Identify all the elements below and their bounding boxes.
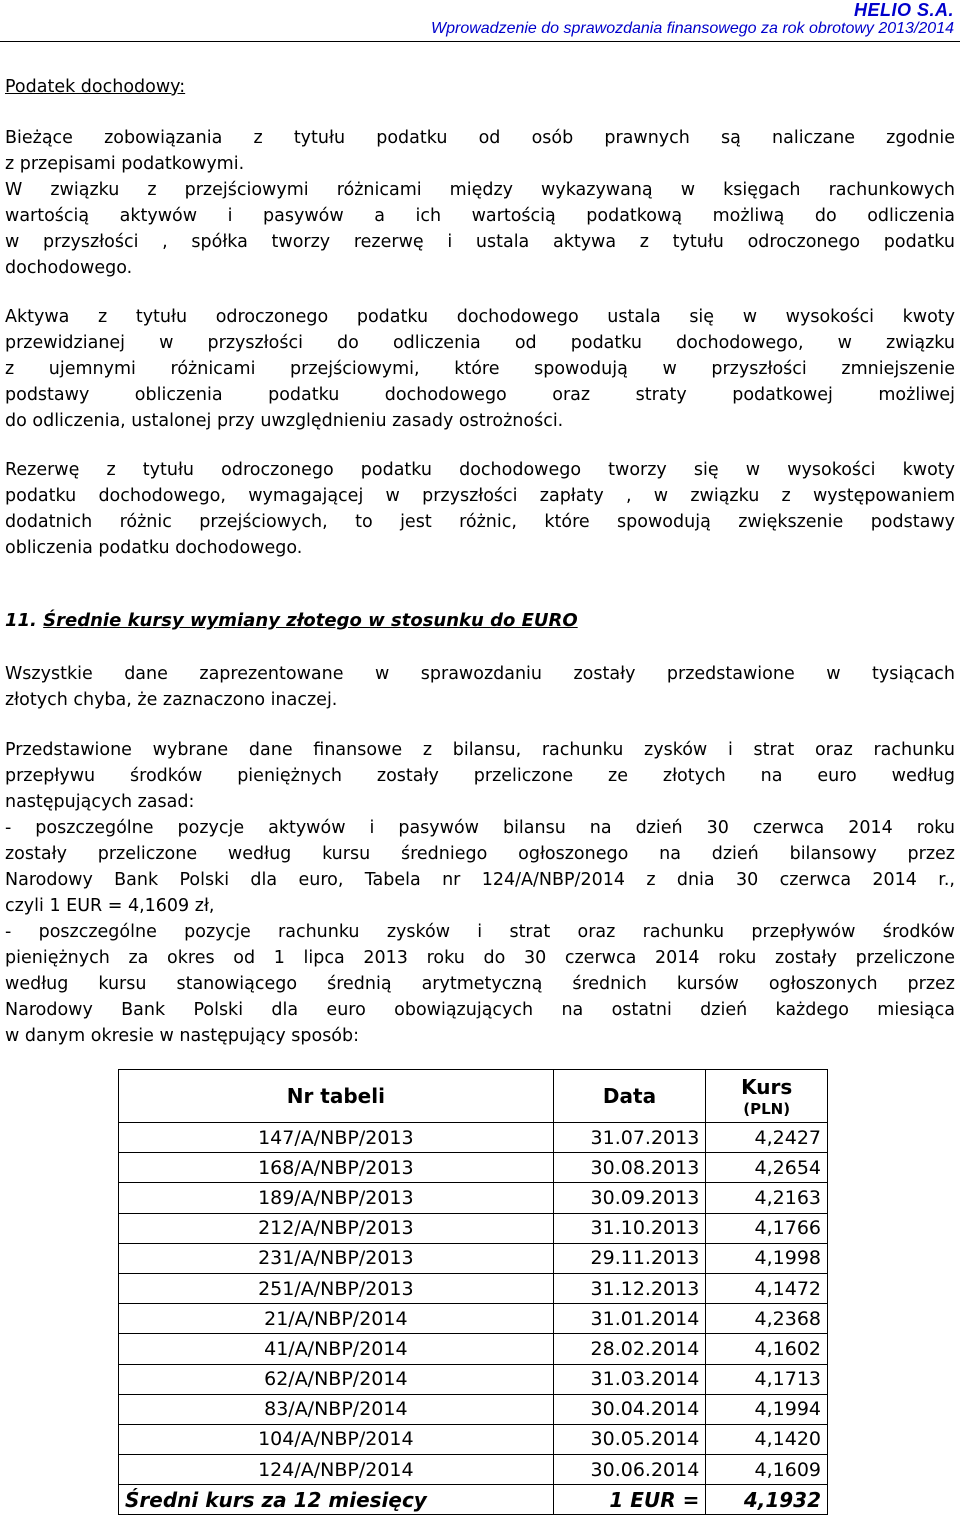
cell-table-no: 21/A/NBP/2014 bbox=[119, 1304, 554, 1334]
income-tax-heading: Podatek dochodowy: bbox=[5, 77, 186, 97]
table-row bbox=[119, 1364, 828, 1394]
cell-rate: 4,1609 bbox=[706, 1455, 828, 1485]
col-header-table-no: Nr tabeli bbox=[119, 1070, 554, 1123]
cell-rate: 4,1472 bbox=[706, 1273, 828, 1303]
paragraph-line: w danym okresie w następujący sposób: bbox=[5, 1026, 360, 1046]
section-11-number: 11. bbox=[5, 610, 37, 631]
paragraph-line: Aktywa z tytułu odroczonego podatku dochodowego ustala się w wysokości kwoty bbox=[5, 307, 955, 327]
cell-rate: 4,2654 bbox=[706, 1153, 828, 1183]
table-row bbox=[119, 1304, 828, 1334]
table-row bbox=[119, 1153, 828, 1183]
income-tax-paragraph-2 bbox=[5, 304, 955, 434]
cell-date: 30.06.2014 bbox=[553, 1455, 706, 1485]
table-row bbox=[119, 1123, 828, 1153]
cell-table-no: 124/A/NBP/2014 bbox=[119, 1455, 554, 1485]
table-header-row bbox=[119, 1070, 828, 1123]
paragraph-line: obliczenia podatku dochodowego. bbox=[5, 538, 303, 558]
cell-rate: 4,1994 bbox=[706, 1394, 828, 1424]
section-11-title-text: Średnie kursy wymiany złotego w stosunku do EURO bbox=[43, 610, 578, 631]
paragraph-line: czyli 1 EUR = 4,1609 zł, bbox=[5, 896, 215, 916]
table-row bbox=[119, 1394, 828, 1424]
cell-date: 31.03.2014 bbox=[553, 1364, 706, 1394]
table-row bbox=[119, 1183, 828, 1213]
section-11-title bbox=[5, 608, 578, 634]
paragraph-line: do odliczenia, ustalonej przy uwzględnieniu zasady ostrożności. bbox=[5, 411, 564, 431]
cell-table-no: 231/A/NBP/2013 bbox=[119, 1243, 554, 1273]
cell-table-no: 251/A/NBP/2013 bbox=[119, 1273, 554, 1303]
cell-rate: 4,1998 bbox=[706, 1243, 828, 1273]
col-header-rate bbox=[706, 1070, 828, 1123]
table-row bbox=[119, 1455, 828, 1485]
table-row bbox=[119, 1273, 828, 1303]
paragraph-line: Rezerwę z tytułu odroczonego podatku dochodowego tworzy się w wysokości kwoty bbox=[5, 460, 955, 480]
cell-date: 31.10.2013 bbox=[553, 1213, 706, 1243]
cell-date: 30.08.2013 bbox=[553, 1153, 706, 1183]
cell-table-no: 168/A/NBP/2013 bbox=[119, 1153, 554, 1183]
paragraph-line: z ujemnymi różnicami przejściowymi, które spowodują w przyszłości zmniejszenie bbox=[5, 359, 955, 379]
paragraph-line: następujących zasad: bbox=[5, 792, 195, 812]
cell-date: 28.02.2014 bbox=[553, 1334, 706, 1364]
paragraph-line: według kursu stanowiącego średnią arytmetyczną średnich kursów ogłoszonych przez bbox=[5, 974, 955, 994]
cell-table-no: 212/A/NBP/2013 bbox=[119, 1213, 554, 1243]
cell-date: 30.04.2014 bbox=[553, 1394, 706, 1424]
cell-rate: 4,1602 bbox=[706, 1334, 828, 1364]
cell-rate: 4,2163 bbox=[706, 1183, 828, 1213]
col-header-rate-unit: (PLN) bbox=[743, 1100, 791, 1118]
paragraph-line: pieniężnych za okres od 1 lipca 2013 roku do 30 czerwca 2014 roku zostały przeliczone bbox=[5, 948, 955, 968]
summary-label: Średni kurs za 12 miesięcy bbox=[119, 1485, 554, 1515]
paragraph-line: zostały przeliczone według kursu średniego ogłoszonego na dzień bilansowy przez bbox=[5, 844, 955, 864]
table-row bbox=[119, 1243, 828, 1273]
document-subtitle: Wprowadzenie do sprawozdania finansowego za rok obrotowy 2013/2014 bbox=[431, 20, 954, 37]
paragraph-line: wartością aktywów i pasywów a ich wartością podatkową możliwą do odliczenia bbox=[5, 206, 955, 226]
paragraph-line: z przepisami podatkowymi. bbox=[5, 154, 245, 174]
summary-row bbox=[119, 1485, 828, 1515]
paragraph-line: - poszczególne pozycje rachunku zysków i strat oraz rachunku przepływów środków bbox=[5, 922, 955, 942]
cell-rate: 4,1420 bbox=[706, 1424, 828, 1454]
cell-date: 30.05.2014 bbox=[553, 1424, 706, 1454]
cell-table-no: 83/A/NBP/2014 bbox=[119, 1394, 554, 1424]
paragraph-line: W związku z przejściowymi różnicami między wykazywaną w księgach rachunkowych bbox=[5, 180, 955, 200]
cell-date: 31.07.2013 bbox=[553, 1123, 706, 1153]
col-header-rate-label: Kurs bbox=[741, 1075, 793, 1099]
paragraph-line: przepływu środków pieniężnych zostały przeliczone ze złotych na euro według bbox=[5, 766, 955, 786]
paragraph-line: Bieżące zobowiązania z tytułu podatku od osób prawnych są naliczane zgodnie bbox=[5, 128, 955, 148]
summary-rate: 4,1932 bbox=[706, 1485, 828, 1515]
paragraph-line: podatku dochodowego, wymagającej w przyszłości zapłaty , w związku z występowaniem bbox=[5, 486, 955, 506]
cell-date: 30.09.2013 bbox=[553, 1183, 706, 1213]
cell-table-no: 147/A/NBP/2013 bbox=[119, 1123, 554, 1153]
paragraph-line: podstawy obliczenia podatku dochodowego oraz straty podatkowej możliwej bbox=[5, 385, 955, 405]
cell-date: 31.12.2013 bbox=[553, 1273, 706, 1303]
cell-table-no: 41/A/NBP/2014 bbox=[119, 1334, 554, 1364]
income-tax-paragraph-1 bbox=[5, 125, 955, 281]
cell-rate: 4,1713 bbox=[706, 1364, 828, 1394]
cell-date: 29.11.2013 bbox=[553, 1243, 706, 1273]
cell-rate: 4,1766 bbox=[706, 1213, 828, 1243]
cell-table-no: 104/A/NBP/2014 bbox=[119, 1424, 554, 1454]
paragraph-line: Narodowy Bank Polski dla euro obowiązujących na ostatni dzień każdego miesiąca bbox=[5, 1000, 955, 1020]
income-tax-paragraph-3 bbox=[5, 457, 955, 561]
paragraph-line: w przyszłości , spółka tworzy rezerwę i ustala aktywa z tytułu odroczonego podatku bbox=[5, 232, 955, 252]
table-row bbox=[119, 1424, 828, 1454]
col-header-date: Data bbox=[553, 1070, 706, 1123]
paragraph-line: Wszystkie dane zaprezentowane w sprawozdaniu zostały przedstawione w tysiącach bbox=[5, 664, 955, 684]
paragraph-line: dochodowego. bbox=[5, 258, 133, 278]
paragraph-line: Narodowy Bank Polski dla euro, Tabela nr 124/A/NBP/2014 z dnia 30 czerwca 2014 r., bbox=[5, 870, 955, 890]
paragraph-line: dodatnich różnic przejściowych, to jest różnic, które spowodują zwiększenie podstawy bbox=[5, 512, 955, 532]
table-row bbox=[119, 1334, 828, 1364]
cell-table-no: 62/A/NBP/2014 bbox=[119, 1364, 554, 1394]
paragraph-line: - poszczególne pozycje aktywów i pasywów bilansu na dzień 30 czerwca 2014 roku bbox=[5, 818, 955, 838]
header-divider bbox=[0, 41, 960, 42]
section-11-paragraph-2 bbox=[5, 737, 955, 1049]
table-row bbox=[119, 1213, 828, 1243]
company-name: HELIO S.A. bbox=[853, 0, 954, 20]
exchange-rates-table bbox=[118, 1069, 828, 1515]
cell-rate: 4,2427 bbox=[706, 1123, 828, 1153]
cell-table-no: 189/A/NBP/2013 bbox=[119, 1183, 554, 1213]
section-11-paragraph-1 bbox=[5, 661, 955, 713]
page-header bbox=[431, 0, 954, 38]
summary-eur: 1 EUR = bbox=[553, 1485, 706, 1515]
cell-date: 31.01.2014 bbox=[553, 1304, 706, 1334]
paragraph-line: przewidzianej w przyszłości do odliczenia od podatku dochodowego, w związku bbox=[5, 333, 955, 353]
paragraph-line: złotych chyba, że zaznaczono inaczej. bbox=[5, 690, 338, 710]
cell-rate: 4,2368 bbox=[706, 1304, 828, 1334]
paragraph-line: Przedstawione wybrane dane finansowe z bilansu, rachunku zysków i strat oraz rachunku bbox=[5, 740, 955, 760]
